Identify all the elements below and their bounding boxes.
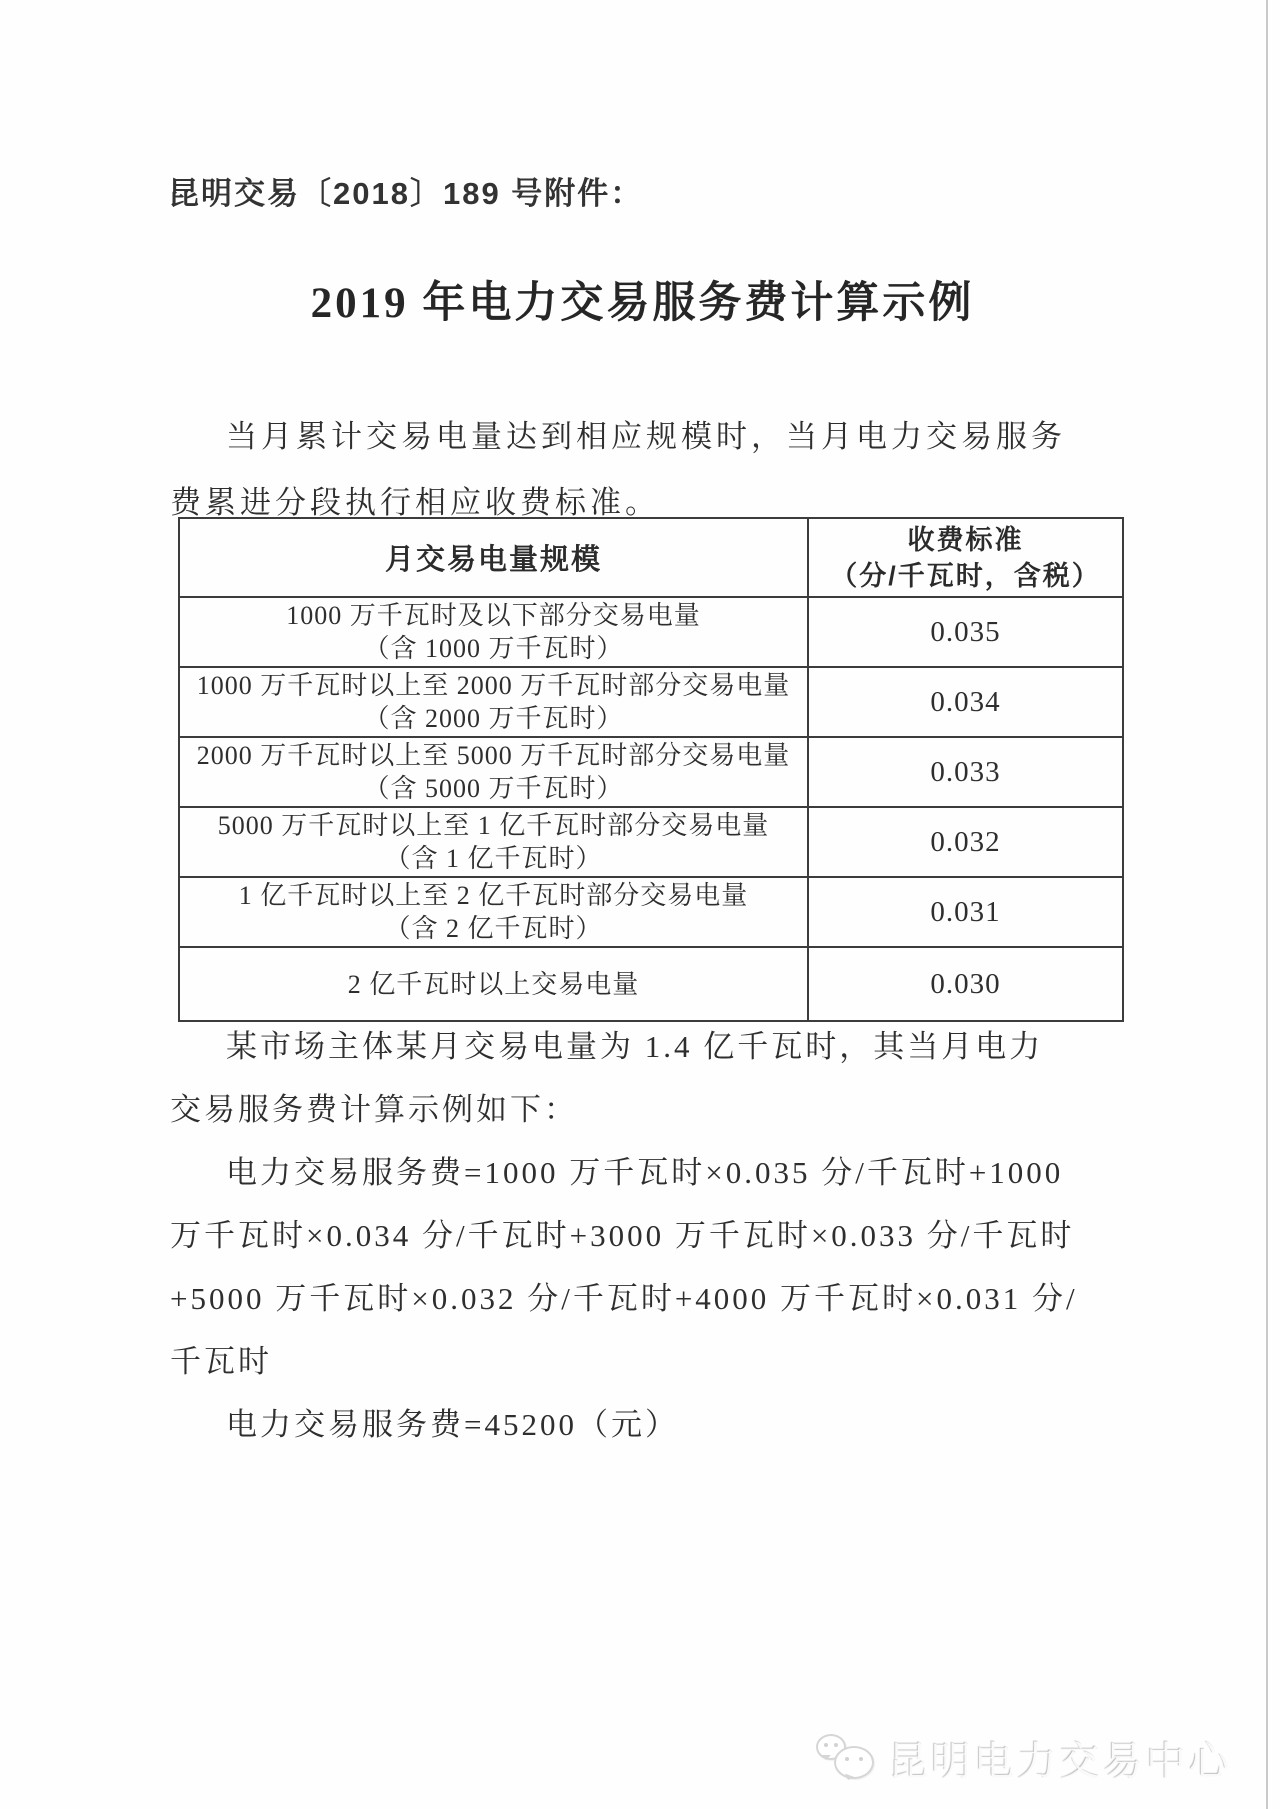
example-line: 千瓦时 <box>170 1344 272 1379</box>
scale-line: 1 亿千瓦时以上至 2 亿千瓦时部分交易电量 <box>238 881 749 910</box>
scale-cell <box>179 877 808 947</box>
example-line: 电力交易服务费=45200（元） <box>226 1407 679 1442</box>
chat-bubble-big <box>834 1746 874 1779</box>
example-paragraph <box>170 1015 1120 1456</box>
example-line: 电力交易服务费=1000 万千瓦时×0.035 分/千瓦时+1000 <box>226 1155 1064 1190</box>
wechat-icon <box>816 1729 874 1787</box>
scale-line: 2 亿千瓦时以上交易电量 <box>347 969 640 999</box>
scale-cell <box>179 597 808 667</box>
rate-cell: 0.035 <box>808 597 1123 667</box>
example-line: 万千瓦时×0.034 分/千瓦时+3000 万千瓦时×0.033 分/千瓦时 <box>170 1218 1075 1253</box>
page-edge-shadow <box>1266 0 1268 1809</box>
scale-line: （含 1 亿千瓦时） <box>384 844 603 873</box>
scale-cell <box>179 667 808 737</box>
table-row <box>179 597 1123 667</box>
scale-line: （含 2000 万千瓦时） <box>363 704 624 733</box>
table-header-row <box>179 518 1123 597</box>
example-line: 某市场主体某月交易电量为 1.4 亿千瓦时，其当月电力 <box>226 1029 1044 1064</box>
watermark <box>816 1728 1232 1788</box>
rate-cell: 0.030 <box>808 947 1123 1021</box>
scale-cell <box>179 807 808 877</box>
example-line: 交易服务费计算示例如下： <box>170 1092 578 1127</box>
rate-column-header <box>808 518 1123 597</box>
table-row <box>179 737 1123 807</box>
page-title: 2019 年电力交易服务费计算示例 <box>310 280 975 327</box>
scale-line: 1000 万千瓦时以上至 2000 万千瓦时部分交易电量 <box>196 671 791 700</box>
scale-line: （含 2 亿千瓦时） <box>384 914 603 943</box>
table-row <box>179 877 1123 947</box>
rate-cell: 0.033 <box>808 737 1123 807</box>
rate-cell: 0.034 <box>808 667 1123 737</box>
scale-line: （含 5000 万千瓦时） <box>363 774 624 803</box>
scale-column-header: 月交易电量规模 <box>179 518 808 597</box>
intro-line: 当月累计交易电量达到相应规模时，当月电力交易服务 <box>226 419 1066 454</box>
rate-cell: 0.031 <box>808 877 1123 947</box>
doc-number: 昆明交易〔2018〕189 号附件： <box>168 176 644 211</box>
scale-cell <box>179 737 808 807</box>
table-row <box>179 667 1123 737</box>
rate-header-line: 收费标准 <box>907 524 1024 555</box>
rate-header-line: （分/千瓦时，含税） <box>830 560 1101 591</box>
table-row <box>179 947 1123 1021</box>
scale-cell <box>179 947 808 1021</box>
example-line: +5000 万千瓦时×0.032 分/千瓦时+4000 万千瓦时×0.031 分/ <box>170 1281 1078 1316</box>
table-row <box>179 807 1123 877</box>
watermark-text: 昆明电力交易中心 <box>888 1739 1232 1784</box>
scale-line: 1000 万千瓦时及以下部分交易电量 <box>286 601 701 630</box>
scale-line: （含 1000 万千瓦时） <box>363 634 624 663</box>
scale-line: 5000 万千瓦时以上至 1 亿千瓦时部分交易电量 <box>217 811 770 840</box>
scale-line: 2000 万千瓦时以上至 5000 万千瓦时部分交易电量 <box>196 741 791 770</box>
intro-line: 费累进分段执行相应收费标准。 <box>170 485 660 520</box>
rate-cell: 0.032 <box>808 807 1123 877</box>
fee-table <box>178 517 1124 1022</box>
